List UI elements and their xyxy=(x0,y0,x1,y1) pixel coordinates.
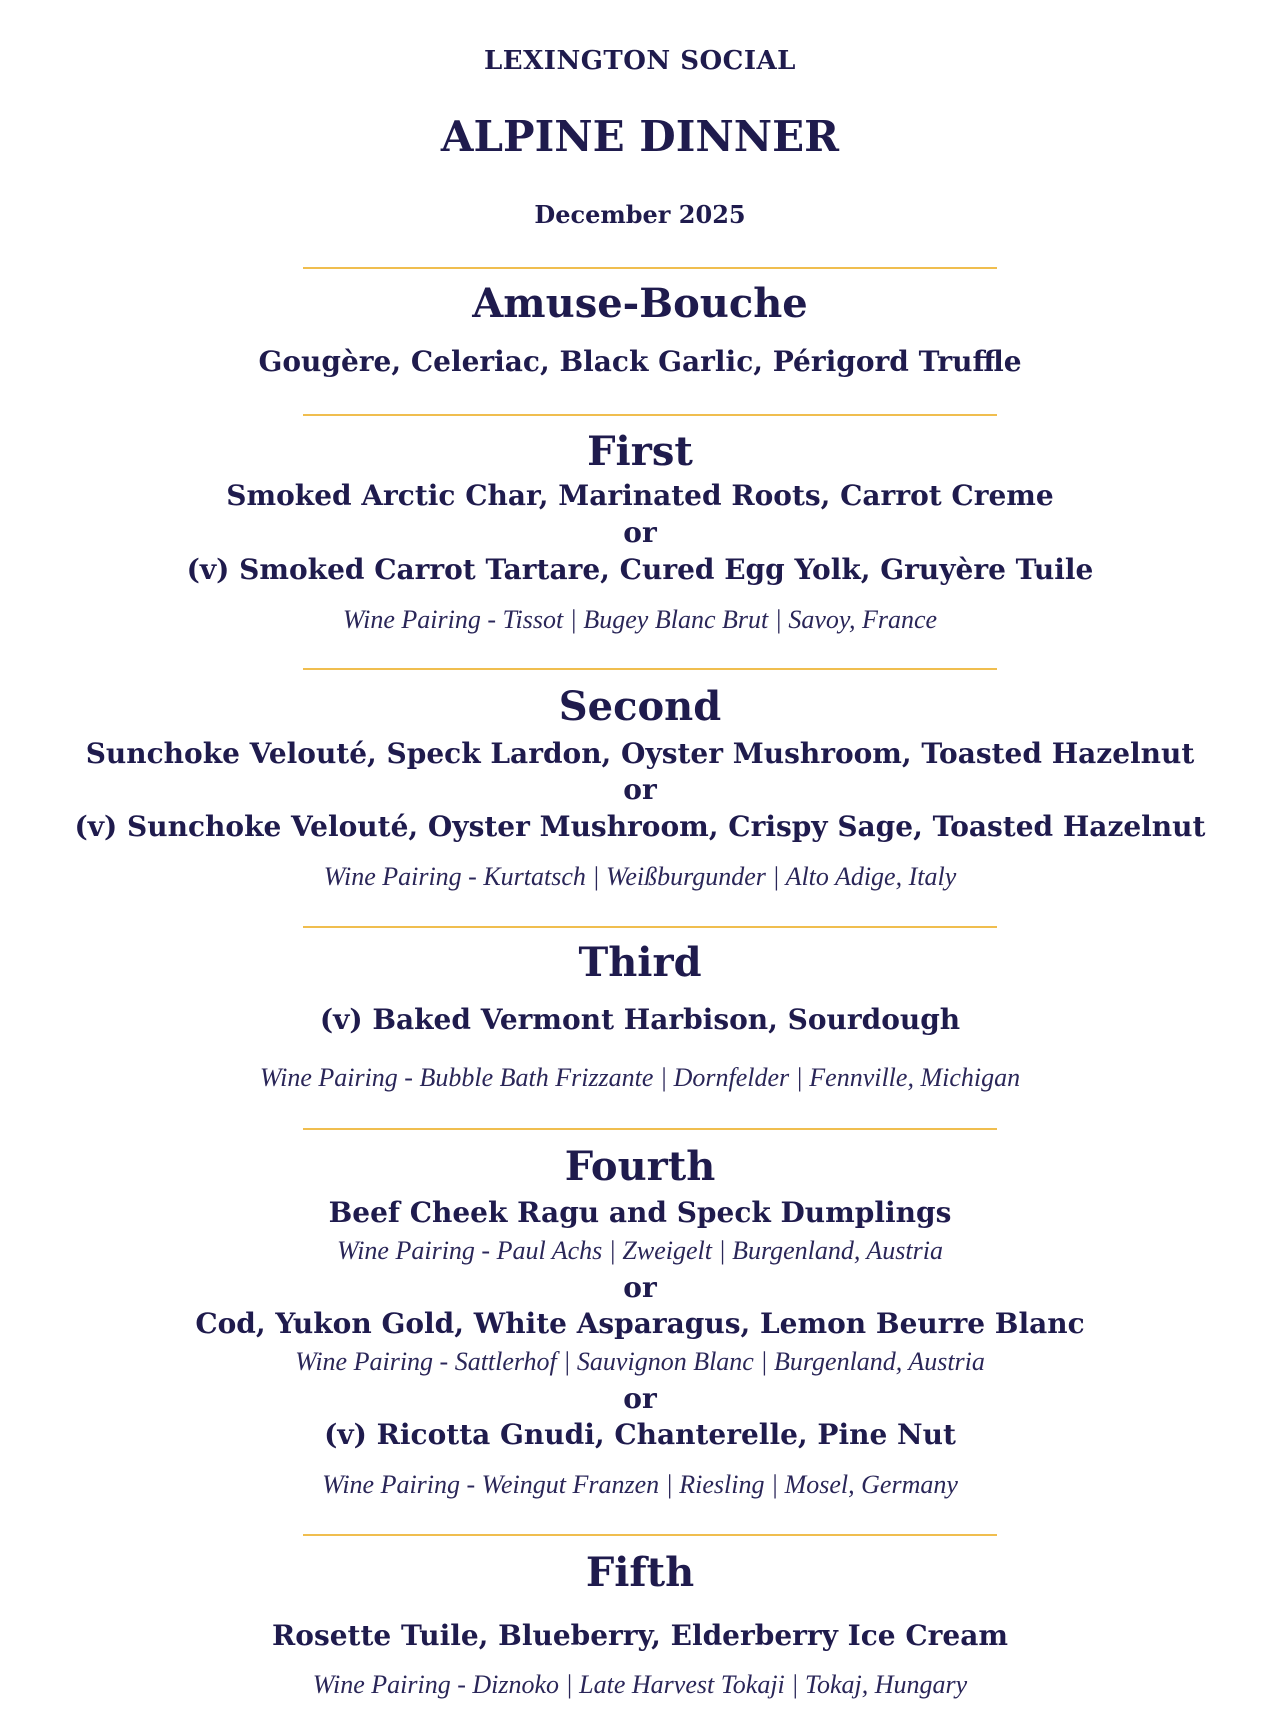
course-title-first: First xyxy=(587,428,693,475)
wine-pairing-third: Wine Pairing - Bubble Bath Frizzante | Dornfelder | Fennville, Michigan xyxy=(259,1063,1021,1092)
section-divider xyxy=(303,926,997,928)
section-divider xyxy=(303,1128,997,1130)
course-title-fourth: Fourth xyxy=(564,1143,716,1190)
section-divider xyxy=(303,668,997,670)
course-title-third: Third xyxy=(578,939,702,986)
dish-second-1: Sunchoke Velouté, Speck Lardon, Oyster Mushroom, Toasted Hazelnut xyxy=(85,737,1195,770)
wine-pairing-second: Wine Pairing - Kurtatsch | Weißburgunder | Alto Adige, Italy xyxy=(323,862,957,891)
dish-fifth: Rosette Tuile, Blueberry, Elderberry Ice Cream xyxy=(272,1619,1008,1652)
or-separator: or xyxy=(623,1382,657,1415)
or-separator: or xyxy=(623,516,657,549)
section-divider xyxy=(303,414,997,416)
wine-pairing-first: Wine Pairing - Tissot | Bugey Blanc Brut | Savoy, France xyxy=(342,605,938,634)
wine-pairing-fourth-3: Wine Pairing - Weingut Franzen | Riesling | Mosel, Germany xyxy=(322,1470,958,1499)
course-title-amuse-bouche: Amuse-Bouche xyxy=(472,280,808,327)
wine-pairing-fifth: Wine Pairing - Diznoko | Late Harvest Tokaji | Tokaj, Hungary xyxy=(312,1670,968,1699)
menu-title: ALPINE DINNER xyxy=(440,112,840,161)
or-separator: or xyxy=(623,773,657,806)
course-title-second: Second xyxy=(558,683,722,730)
or-separator: or xyxy=(623,1271,657,1304)
wine-pairing-fourth-1: Wine Pairing - Paul Achs | Zweigelt | Burgenland, Austria xyxy=(336,1236,943,1265)
dish-fourth-1: Beef Cheek Ragu and Speck Dumplings xyxy=(328,1196,952,1229)
dish-fourth-2: Cod, Yukon Gold, White Asparagus, Lemon Beurre Blanc xyxy=(195,1307,1085,1340)
dish-fourth-3: (v) Ricotta Gnudi, Chanterelle, Pine Nut xyxy=(324,1418,956,1451)
dish-first-2: (v) Smoked Carrot Tartare, Cured Egg Yolk, Gruyère Tuile xyxy=(186,553,1094,586)
wine-pairing-fourth-2: Wine Pairing - Sattlerhof | Sauvignon Blanc | Burgenland, Austria xyxy=(295,1347,985,1376)
section-divider xyxy=(303,267,997,269)
dish-first-1: Smoked Arctic Char, Marinated Roots, Carrot Creme xyxy=(226,479,1054,512)
dish-third: (v) Baked Vermont Harbison, Sourdough xyxy=(319,1003,961,1036)
menu-date: December 2025 xyxy=(534,200,746,229)
restaurant-name: LEXINGTON SOCIAL xyxy=(484,46,796,76)
dish-second-2: (v) Sunchoke Velouté, Oyster Mushroom, Crispy Sage, Toasted Hazelnut xyxy=(74,810,1206,843)
dish-amuse-bouche: Gougère, Celeriac, Black Garlic, Périgord Truffle xyxy=(258,345,1022,378)
course-title-fifth: Fifth xyxy=(585,1549,695,1596)
section-divider xyxy=(303,1534,997,1536)
